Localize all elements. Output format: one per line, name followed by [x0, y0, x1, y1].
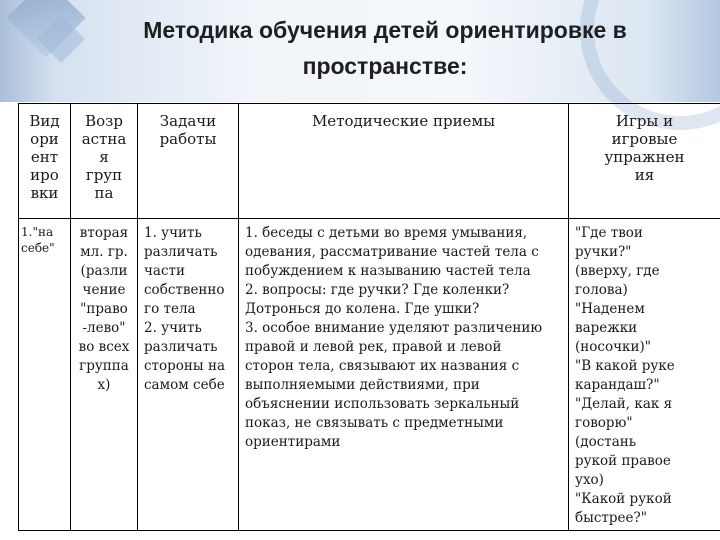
cell-orientation-type: [19, 219, 71, 531]
cell-text-line: во всех: [78, 339, 130, 355]
cell-text-line: я: [99, 148, 109, 166]
cell-text-line: вки: [30, 184, 59, 202]
header-cell-tasks: [138, 104, 239, 219]
cell-text-line: правой и левой рек, правой и левой: [245, 339, 502, 355]
cell-text-line: чение: [82, 282, 126, 298]
cell-text-line: 3. особое внимание уделяют различению: [245, 320, 543, 336]
cell-text-line: Вид: [29, 112, 60, 130]
cell-text-line: (вверху, где: [575, 263, 660, 279]
cell-text-line: ент: [30, 148, 59, 166]
cell-text-line: "Наденем: [575, 301, 645, 317]
cell-text-line: Дотронься до колена. Где ушки?: [245, 301, 480, 317]
slide-title-line-1: Методика обучения детей ориентировке в: [143, 17, 627, 43]
cell-text-line: голова): [575, 282, 628, 298]
cell-text-line: ухо): [575, 472, 604, 488]
cell-text-line: группа: [79, 358, 129, 374]
cell-text-line: астна: [81, 130, 127, 148]
cell-text-line: груп: [85, 166, 123, 184]
cell-text-line: себе": [21, 241, 55, 255]
cell-text-line: различать: [144, 244, 218, 260]
cell-text-line: стороны на: [144, 358, 226, 374]
header-cell-methods: [239, 104, 569, 219]
cell-text-line: рукой правое: [575, 453, 671, 469]
cell-text-line: упражнен: [604, 148, 685, 166]
cell-text-line: Возр: [85, 112, 123, 130]
cell-text-line: иро: [30, 166, 59, 184]
cell-text-line: (достань: [575, 434, 637, 450]
cell-text-line: карандаш?": [575, 377, 660, 393]
cell-text-line: собственно: [144, 282, 225, 298]
cell-text-line: быстрее?": [575, 510, 647, 526]
cell-text-line: (разли: [80, 263, 128, 279]
cell-text-line: ручки?": [575, 244, 632, 260]
methods-table: [18, 103, 720, 531]
cell-age-group: [71, 219, 138, 531]
cell-text-line: (носочки)": [575, 339, 651, 355]
cell-tasks: [138, 219, 239, 531]
cell-text-line: самом себе: [144, 377, 225, 393]
cell-text-line: 1. учить: [144, 225, 202, 241]
cell-text-line: Игры и: [615, 112, 674, 130]
cell-text-line: "Какой рукой: [575, 491, 672, 507]
cell-text-line: ори: [30, 130, 59, 148]
cell-text-line: 2. вопросы: где ручки? Где коленки?: [245, 282, 510, 298]
table-row: [19, 219, 720, 531]
cell-text-line: "Где твои: [575, 225, 643, 241]
cell-text-line: ориентирами: [245, 434, 341, 450]
cell-text-line: игровые: [611, 130, 678, 148]
cell-text-line: различать: [144, 339, 218, 355]
cell-text-line: одевания, рассматривание частей тела с: [245, 244, 539, 260]
cell-text-line: вторая: [79, 225, 129, 241]
cell-text-line: показ, не связывать с предметными: [245, 415, 504, 431]
slide-title: [70, 12, 700, 84]
cell-text-line: го тела: [144, 301, 196, 317]
cell-text-line: части: [144, 263, 186, 279]
slide-title-line-2: пространстве:: [302, 53, 468, 79]
header-cell-games: [569, 104, 720, 219]
cell-text-line: х): [97, 377, 111, 393]
table-header-row: [19, 104, 720, 219]
cell-text-line: -лево": [82, 320, 126, 336]
cell-games: [569, 219, 720, 531]
cell-text-line: па: [94, 184, 114, 202]
cell-text-line: варежки: [575, 320, 638, 336]
cell-methods: [239, 219, 569, 531]
cell-text-line: мл. гр.: [80, 244, 128, 260]
cell-text-line: 2. учить: [144, 320, 202, 336]
cell-text-line: Методические приемы: [311, 112, 496, 130]
cell-text-line: выполняемыми действиями, при: [245, 377, 480, 393]
cell-text-line: побуждением к называнию частей тела: [245, 263, 531, 279]
cell-text-line: 1."на: [21, 225, 54, 239]
cell-text-line: "право: [80, 301, 128, 317]
cell-text-line: "Делай, как я: [575, 396, 673, 412]
cell-text-line: сторон тела, связывают их названия с: [245, 358, 520, 374]
cell-text-line: объяснении использовать зеркальный: [245, 396, 520, 412]
cell-text-line: работы: [159, 130, 217, 148]
cell-text-line: "В какой руке: [575, 358, 675, 374]
cell-text-line: 1. беседы с детьми во время умывания,: [245, 225, 528, 241]
cell-text-line: говорю": [575, 415, 633, 431]
cell-text-line: ия: [634, 166, 655, 184]
cell-text-line: Задачи: [159, 112, 217, 130]
methods-table-container: [18, 103, 720, 540]
header-cell-age-group: [71, 104, 138, 219]
header-cell-orientation-type: [19, 104, 71, 219]
